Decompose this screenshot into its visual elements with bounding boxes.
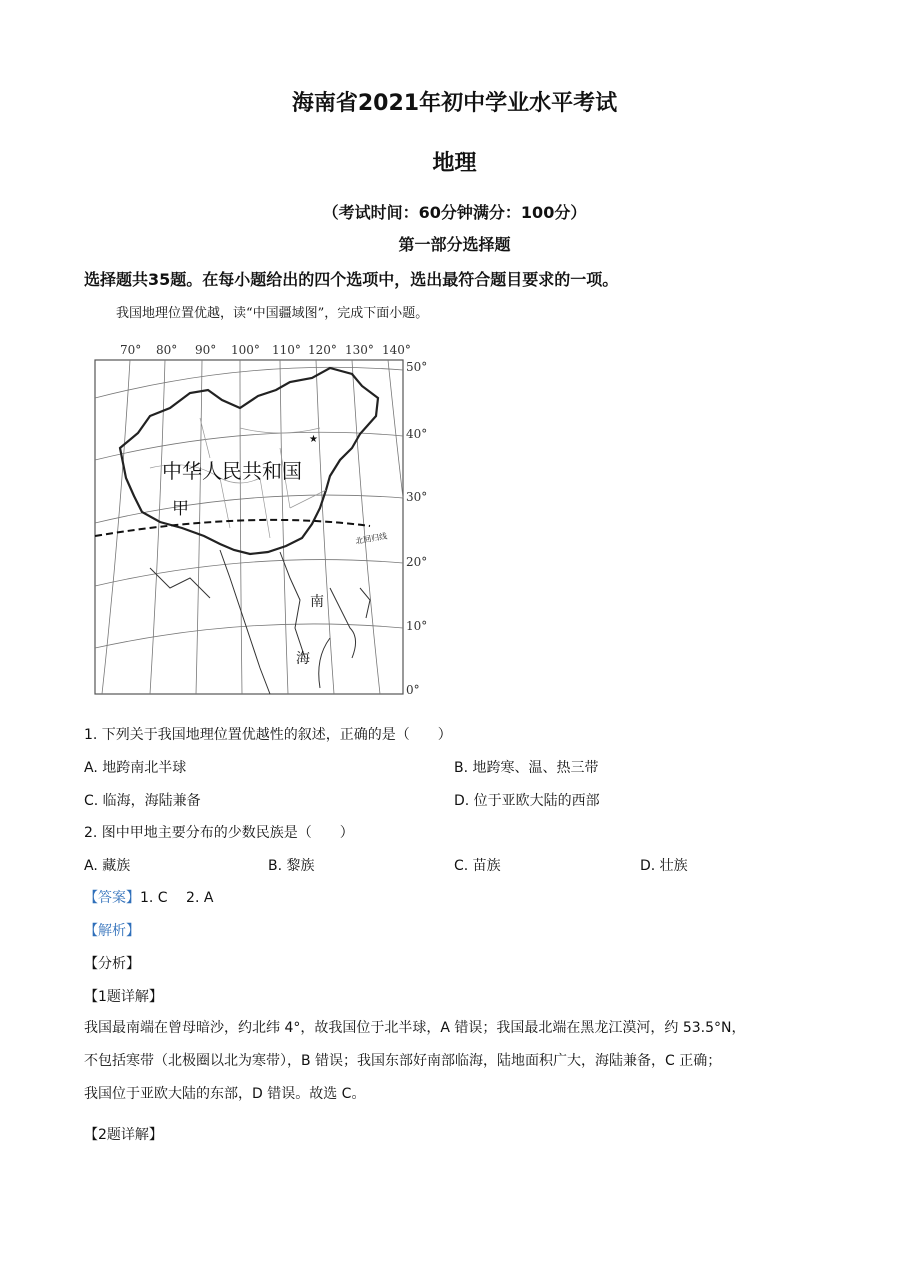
answer-value: 1. C 2. A [140,890,214,906]
exam-title: 海南省2021年初中学业水平考试 [291,91,618,116]
tropic-of-cancer-line [95,520,370,536]
detail2-label: 【2题详解】 [84,1127,163,1143]
capital-star-icon: ★ [309,434,318,445]
part-title: 第一部分选择题 [398,235,511,254]
country-label: 中华人民共和国 [162,459,302,483]
lon-label-90: 90° [195,343,217,357]
lon-label-100: 100° [231,343,260,357]
subject-title: 地理 [432,151,477,176]
detail1-line: 不包括寒带（北极圈以北为寒带），B 错误；我国东部好南部临海，陆地面积广大，海陆兼备，C 正确； [84,1053,722,1069]
answer-line [84,887,213,907]
q1-option-d: D. 位于亚欧大陆的西部 [454,793,600,809]
q2-option-a: A. 藏族 [84,858,131,874]
analysis-label: 【解析】 [84,923,140,939]
lon-label-70: 70° [120,343,142,357]
answer-label: 【答案】 [84,890,140,906]
instruction: 选择题共35题。在每小题给出的四个选项中，选出最符合题目要求的一项。 [84,270,619,289]
q1-option-c: C. 临海，海陆兼备 [84,793,201,809]
q1-option-b: B. 地跨寒、温、热三带 [454,760,599,776]
hai-label: 海 [296,651,310,667]
q2-option-d: D. 壮族 [640,858,688,874]
lat-label-50: 50° [406,360,428,374]
lat-label-0: 0° [406,683,420,697]
lon-label-120: 120° [308,343,337,357]
intro-text: 我国地理位置优越，读“中国疆域图”，完成下面小题。 [116,306,429,321]
detail1-line: 我国位于亚欧大陆的东部，D 错误。故选 C。 [84,1086,366,1102]
lon-label-130: 130° [345,343,374,357]
detail1-paragraph [84,1012,829,1111]
detail1-line: 我国最南端在曾母暗沙，约北纬 4°，故我国位于北半球，A 错误；我国最北端在黑龙江漠河，约 53.5°N， [84,1020,746,1036]
tropic-label: 北回归线 [354,531,388,546]
lon-label-140: 140° [382,343,411,357]
lat-label-30: 30° [406,490,428,504]
lat-label-40: 40° [406,427,428,441]
nan-label: 南 [310,594,324,610]
detail1-label: 【1题详解】 [84,989,163,1005]
fenxi-label: 【分析】 [84,956,140,972]
lat-label-10: 10° [406,619,428,633]
q2-option-c: C. 苗族 [454,858,501,874]
china-territory-map [90,338,440,700]
lon-label-110: 110° [272,343,301,357]
exam-info: （考试时间：60分钟满分：100分） [322,203,587,222]
lon-label-80: 80° [156,343,178,357]
q1-option-a: A. 地跨南北半球 [84,760,187,776]
q2-stem: 2. 图中甲地主要分布的少数民族是（ ） [84,825,354,841]
jia-label: 甲 [172,499,189,519]
lat-label-20: 20° [406,555,428,569]
q1-stem: 1. 下列关于我国地理位置优越性的叙述，正确的是（ ） [84,727,452,743]
q2-option-b: B. 黎族 [268,858,315,874]
